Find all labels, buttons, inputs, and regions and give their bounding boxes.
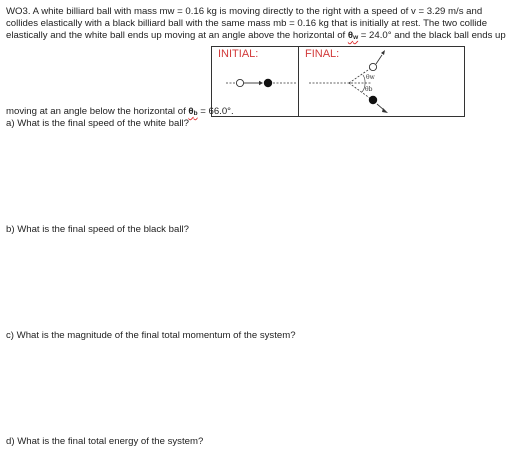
- problem-line-2: collides elastically with a black billiard ball with the same mass mb = 0.16 kg that is initially at rest. The two collide: [6, 18, 488, 29]
- problem-line-1: WO3. A white billiard ball with mass mw = 0.16 kg is moving directly to the right with a speed of v = 3.29 m/s and: [6, 6, 483, 17]
- black-ball: [264, 79, 272, 87]
- final-drawing: [299, 47, 464, 116]
- problem-line-4-end: = 66.0°.: [197, 106, 234, 117]
- theta-w-label: θw: [366, 74, 375, 81]
- theta-b-label: θb: [365, 86, 373, 93]
- final-label: FINAL:: [305, 48, 340, 60]
- white-velocity-arrow: [376, 55, 382, 64]
- question-d: d) What is the final total energy of the system?: [6, 436, 204, 447]
- initial-label: INITIAL:: [218, 48, 259, 60]
- problem-line-3: [6, 30, 506, 44]
- theta-b-symbol: θb: [188, 106, 198, 117]
- question-c: c) What is the magnitude of the final total momentum of the system?: [6, 330, 296, 341]
- question-b: b) What is the final speed of the black ball?: [6, 224, 189, 235]
- theta-w-symbol: θw: [347, 30, 359, 41]
- collision-diagram: [211, 46, 465, 117]
- final-panel: [299, 47, 464, 116]
- question-a: a) What is the final speed of the white ball?: [6, 118, 189, 129]
- white-ball-final: [369, 63, 376, 70]
- white-ball: [236, 79, 243, 86]
- problem-line-3-end: = 24.0° and the black ball ends up: [358, 30, 506, 41]
- problem-line-4-start: moving at an angle below the horizontal of: [6, 106, 189, 117]
- black-ball-final: [369, 96, 377, 104]
- problem-line-3-start: elastically and the white ball ends up moving at an angle above the horizontal of: [6, 30, 348, 41]
